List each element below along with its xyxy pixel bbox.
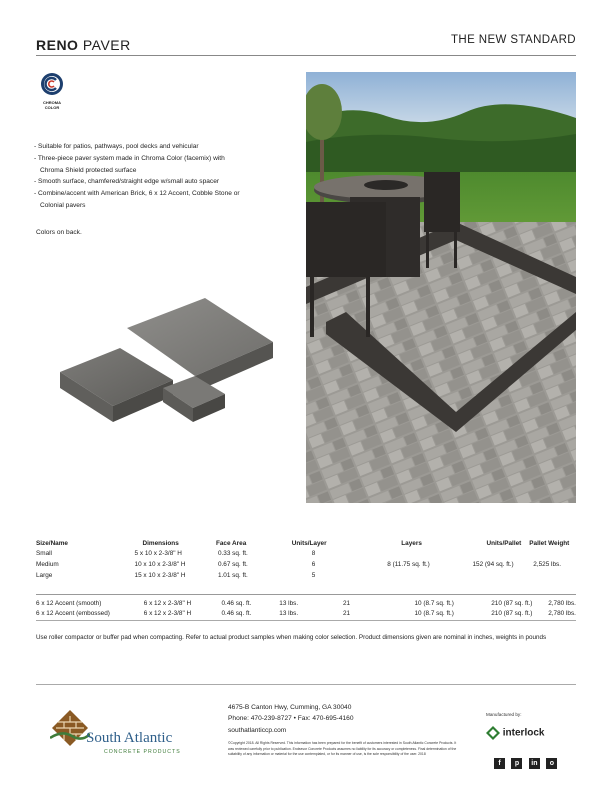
linkedin-icon[interactable]: in [529,758,540,769]
units-layer: 21 [342,599,351,607]
unit-weight: 13 lbs. [279,610,299,618]
interlock-name: interlock [502,727,545,739]
table-row [36,570,576,581]
specs-table [36,538,576,580]
chroma-line1: CHROMA [43,100,61,105]
pallet-weight: 2,525 lbs. [533,560,561,568]
size-name: 6 x 12 Accent (embossed) [36,610,110,618]
social-links [494,752,559,770]
feature-item: - Combine/accent with American Brick, 6 x 12 Accent, Cobble Stone or [34,190,240,198]
column-header: Units/Pallet [486,539,522,547]
face-area: 0.46 sq. ft. [221,610,252,618]
south-atlantic-logo [50,708,210,768]
table-bottom-divider [36,620,576,621]
layers: 10 (8.7 sq. ft.) [414,610,454,618]
table-row [36,559,576,570]
face-area: 0.67 sq. ft. [217,560,248,568]
table-header-row [36,538,576,549]
column-header: Units/Layer [291,539,327,547]
feature-item: Chroma Shield protected surface [40,166,137,174]
brick-logo-icon [50,708,90,748]
units-layer: 6 [311,560,316,568]
tagline: THE NEW STANDARD [450,34,576,46]
dimensions: 6 x 12 x 2-3/8" H [143,599,192,607]
column-header: Size/Name [36,539,68,547]
size-name: 6 x 12 Accent (smooth) [36,599,102,607]
contact-block [228,702,353,736]
facebook-icon[interactable]: f [494,758,505,769]
chroma-line2: COLOR [44,104,60,110]
table-divider [36,594,576,595]
dimensions: 10 x 10 x 2-3/8" H [134,560,186,568]
header-divider [36,55,576,56]
table-row [36,609,576,620]
product-type: PAVER [82,37,131,53]
face-area: 0.33 sq. ft. [217,550,248,558]
table-row [36,598,576,609]
pallet-weight: 2,780 lbs. [548,599,576,607]
units-pallet: 210 (87 sq. ft.) [491,610,533,618]
colors-note: Colors on back. [36,229,82,236]
feature-item: Colonial pavers [40,201,86,209]
footer-divider [36,684,576,685]
units-layer: 8 [311,550,316,558]
instagram-icon[interactable]: o [546,758,557,769]
pinterest-icon[interactable]: p [511,758,522,769]
feature-item: - Suitable for patios, pathways, pool decks and vehicular [34,143,199,150]
dimensions: 6 x 12 x 2-3/8" H [143,610,192,618]
unit-weight: 13 lbs. [279,599,299,607]
units-layer: 5 [311,571,316,579]
feature-item: - Three-piece paver system made in Chroma Color (facemix) with [34,154,225,162]
dimensions: 15 x 10 x 2-3/8" H [134,571,186,579]
copyright-fine-print: ©Copyright 2018. All Rights Reserved. This information has been prepared for the benefit of customers interested in South Atlantic Concrete Products. It was reviewed carefully prior to publication. Endeavor Concrete Products assumes no liability for its accuracy or completeness. Final determination of the suitability of any information or material for the use contemplated, or for its manner of use, is the sole responsibility of the user. 2018 [228,741,457,757]
face-area: 0.46 sq. ft. [221,599,252,607]
units-pallet: 152 (94 sq. ft.) [472,560,514,568]
chroma-icon [40,72,64,96]
units-pallet-weight [489,609,576,620]
face-area: 1.01 sq. ft. [217,571,248,579]
interlock-icon [486,726,500,740]
manufactured-by-label: Manufactured by: [486,712,522,717]
phone-fax: Phone: 470-239-8727 • Fax: 470-695-4160 [228,715,354,723]
product-name: RENO [36,37,79,53]
size-name: Large [36,571,53,579]
feature-list [32,141,272,212]
chroma-color-logo [38,72,66,110]
size-name: Small [36,550,52,558]
layers: 8 (11.75 sq. ft.) [387,560,430,568]
column-header: Face Area [215,539,247,547]
company-subtitle: CONCRETE PRODUCTS [104,749,181,755]
product-title [36,37,131,53]
column-header: Dimensions [142,539,179,547]
units-pallet: 210 (87 sq. ft.) [491,599,533,607]
table-row [36,549,576,560]
interlock-logo [486,726,544,740]
dimensions: 5 x 10 x 2-3/8" H [134,550,182,558]
feature-item: - Smooth surface, chamfered/straight edge w/small auto spacer [34,178,220,186]
units-pallet-weight [489,598,576,609]
pallet-weight: 2,780 lbs. [548,610,576,618]
layers: 10 (8.7 sq. ft.) [414,599,454,607]
size-name: Medium [36,560,59,568]
paver-product-image [55,290,275,440]
installation-note: Use roller compactor or buffer pad when compacting. Refer to actual product samples when making color selection. Product dimensions given are nominal in inches, weights in pounds [36,634,547,641]
units-layer: 21 [342,610,351,618]
column-header: Layers [401,539,422,547]
company-name: South Atlantic [86,730,173,746]
accent-table [36,598,576,619]
patio-photo [306,72,576,503]
website-link[interactable]: southatlanticcp.com [228,726,287,734]
address: 4675-B Canton Hwy, Cumming, GA 30040 [228,704,352,711]
column-header: Pallet Weight [529,539,570,547]
